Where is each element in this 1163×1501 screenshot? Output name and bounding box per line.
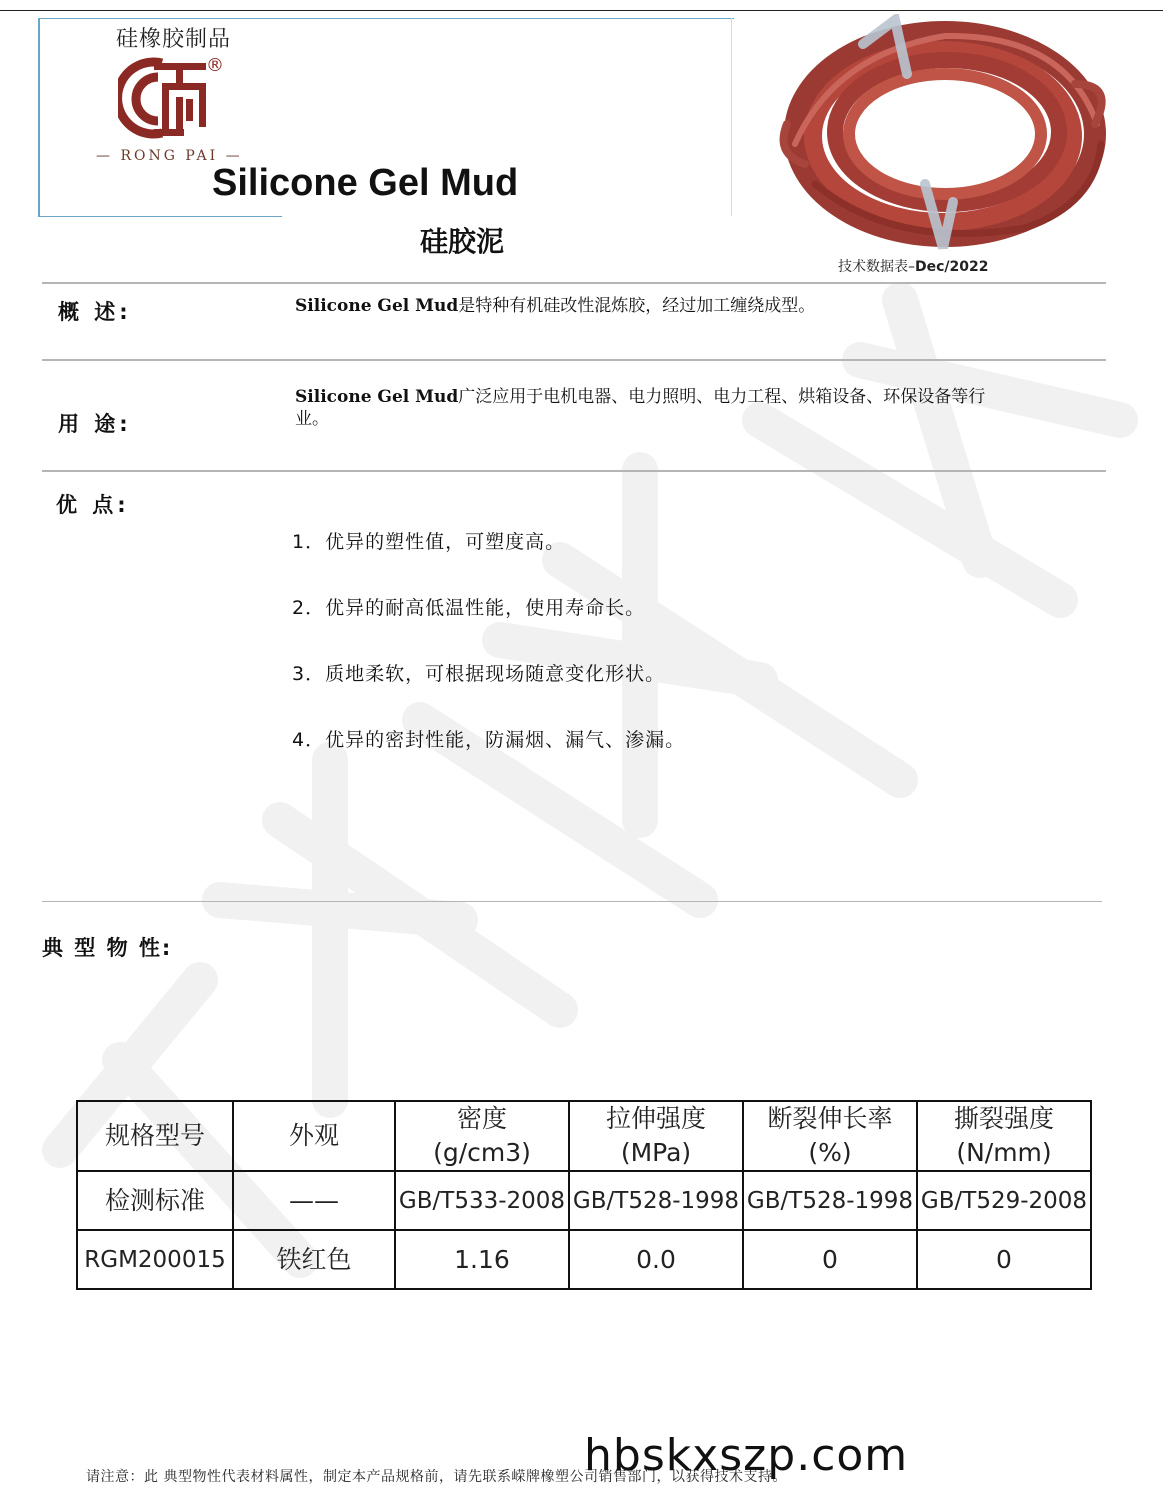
table-cell: GB/T528-1998 [569, 1171, 743, 1230]
header-box-bottom [38, 216, 282, 217]
brand-chinese: 硅橡胶制品 [116, 27, 232, 52]
usage-text: Silicone Gel Mud广泛应用于电机电器、电力照明、电力工程、烘箱设备、环保设备等行 业。 [295, 387, 986, 429]
website-watermark: hbskxszp.com [584, 1430, 909, 1481]
header-cell-model: 规格型号 [77, 1101, 233, 1171]
top-rule [0, 10, 1163, 11]
product-title-chinese: 硅胶泥 [420, 225, 505, 258]
advantage-item-1: 1．优异的塑性值，可塑度高。 [292, 531, 566, 553]
product-title-english: Silicone Gel Mud [212, 162, 519, 204]
rule-usage [42, 470, 1106, 472]
table-row-product [77, 1230, 1091, 1289]
table-cell: GB/T529-2008 [917, 1171, 1091, 1230]
header-box-right [731, 18, 732, 216]
advantage-item-2: 2．优异的耐高低温性能，使用寿命长。 [292, 597, 646, 619]
advantage-item-3: 3．质地柔软，可根据现场随意变化形状。 [292, 663, 666, 685]
overview-text: Silicone Gel Mud是特种有机硅改性混炼胶，经过加工缠绕成型。 [295, 296, 816, 316]
table-cell: 0 [917, 1230, 1091, 1289]
table-cell: 1.16 [395, 1230, 569, 1289]
table-cell: GB/T528-1998 [743, 1171, 917, 1230]
advantages-label: 优 点: [56, 493, 130, 517]
table-cell: —— [233, 1171, 395, 1230]
header-cell-appearance: 外观 [233, 1101, 395, 1171]
usage-label: 用 途: [58, 412, 132, 436]
properties-table [76, 1100, 1092, 1290]
footnote: 请注意：此 典型物性代表材料属性，制定本产品规格前，请先联系嵘牌橡塑公司销售部门，以获得技术支持。 [86, 1469, 787, 1485]
table-cell: 0.0 [569, 1230, 743, 1289]
table-cell: RGM200015 [77, 1230, 233, 1289]
rule-advantages [42, 901, 1102, 902]
table-header-row [77, 1101, 1091, 1171]
rule-overview [42, 359, 1106, 361]
rongpai-logo-icon [118, 55, 214, 139]
datasheet-label: 技术数据表–Dec/2022 [838, 259, 989, 275]
rule-top [42, 282, 1106, 284]
brand-english: — RONG PAI — [96, 148, 243, 164]
product-photo [775, 14, 1115, 254]
table-cell: 铁红色 [233, 1230, 395, 1289]
registered-mark: ® [206, 55, 224, 76]
advantage-item-4: 4．优异的密封性能，防漏烟、漏气、渗漏。 [292, 729, 686, 751]
table-cell: GB/T533-2008 [395, 1171, 569, 1230]
properties-label: 典 型 物 性: [42, 936, 173, 960]
header-cell-tensile: 拉伸强度 (MPa) [569, 1101, 743, 1171]
header-cell-elongation: 断裂伸长率 (%) [743, 1101, 917, 1171]
header-cell-density: 密度 (g/cm3) [395, 1101, 569, 1171]
overview-label: 概 述: [58, 300, 132, 324]
header-cell-tear: 撕裂强度 (N/mm) [917, 1101, 1091, 1171]
table-row-standards [77, 1171, 1091, 1230]
table-cell: 0 [743, 1230, 917, 1289]
table-cell: 检测标准 [77, 1171, 233, 1230]
